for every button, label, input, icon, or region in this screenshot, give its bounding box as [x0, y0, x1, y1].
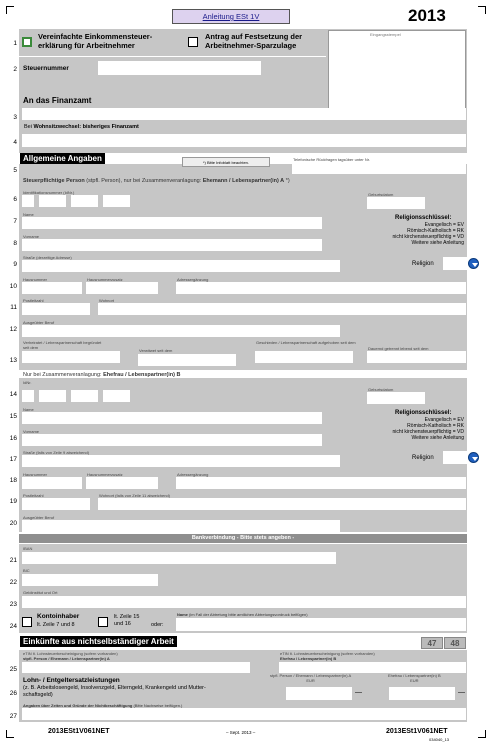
religion-b-keys — [330, 417, 464, 441]
vorname-input[interactable] — [22, 239, 322, 251]
angaben-label: Angaben über Zeiten und Gründe der Nichtbeschäftigung (Bitte Nachweise beifügen.) — [23, 703, 183, 708]
lohn-title: Lohn- / Entgeltersatzleistungen — [23, 677, 120, 684]
etin-a-sublabel: stpfl. Person / Ehemann / Lebenspartner(in) A — [23, 656, 110, 661]
hausnummerzusatz-label: Hausnummerzusatz — [87, 472, 123, 477]
bisheriges-finanzamt-input[interactable] — [22, 134, 466, 147]
idnr-segment[interactable] — [22, 390, 34, 402]
bic-input[interactable] — [22, 574, 158, 586]
dauernd-label: Dauernd getrennt lebend seit dem — [368, 346, 429, 351]
footer-date: – Sept. 2013 – — [226, 730, 256, 735]
infoblatt-hint: *) Bitte Infoblatt beachten. — [182, 157, 270, 167]
religion-a-dropdown-icon[interactable] — [468, 258, 479, 269]
line-number: 17 — [9, 456, 17, 463]
religion-a-label: Religion — [412, 261, 434, 267]
corner-mark-br — [478, 730, 486, 738]
checkbox-kontoinhaber-b[interactable] — [98, 617, 108, 627]
lohn-col-b: Ehefrau / Lebenspartner(in) B EUR — [388, 673, 441, 683]
plz-input[interactable] — [22, 498, 90, 510]
hausnummer-input[interactable] — [22, 477, 82, 489]
plz-label: Postleitzahl — [23, 493, 44, 498]
verheiratet-input[interactable] — [22, 351, 120, 363]
religion-b-dropdown-icon[interactable] — [468, 452, 479, 463]
line-number: 12 — [9, 326, 17, 333]
person-b-heading: Nur bei Zusammenveranlagung: Ehefrau / Lebenspartner(in) B — [23, 372, 181, 378]
line-number: 14 — [9, 391, 17, 398]
line-number: 19 — [9, 498, 17, 505]
allgemeine-angaben-heading: Allgemeine Angaben — [20, 153, 105, 164]
name-input[interactable] — [22, 217, 322, 229]
line-number: 16 — [9, 435, 17, 442]
dauernd-input[interactable] — [367, 351, 466, 363]
checkbox-kontoinhaber-a[interactable] — [22, 617, 32, 627]
adressergaenzung-input[interactable] — [176, 477, 466, 489]
telefon-label: Telefonische Rückfragen tagsüber unter Nr. — [293, 157, 370, 162]
stamp-box — [328, 30, 466, 117]
religion-keys — [330, 222, 464, 246]
wohnort-label: Wohnort (falls von Zeile 11 abweichend) — [99, 493, 170, 498]
beruf-label: Ausgeübter Beruf — [23, 515, 55, 520]
line-number: 2 — [13, 66, 17, 73]
footer-form-code: 034040_13 — [429, 737, 450, 742]
etin-a-input[interactable] — [22, 662, 250, 673]
footer-right-code: 2013ESt1V061NET — [386, 728, 448, 735]
line-number: 9 — [13, 261, 17, 268]
wohnort-input[interactable] — [98, 498, 466, 510]
adressergaenzung-label: Adressergänzung — [177, 472, 209, 477]
religion-a-select[interactable] — [443, 257, 467, 270]
idnr-segment[interactable] — [71, 390, 98, 402]
corner-mark-tl — [6, 6, 14, 14]
wechsel-label: Bei Wohnsitzwechsel: bisheriges Finanzamt — [24, 124, 139, 130]
bank-heading: Bankverbindung - Bitte stets angeben - — [19, 534, 467, 543]
line-number: 18 — [9, 477, 17, 484]
line-number: 20 — [9, 520, 17, 527]
lohn-b-input[interactable] — [389, 687, 455, 700]
hausnummer-label: Hausnummer — [23, 472, 48, 477]
lohn-a-input[interactable] — [286, 687, 352, 700]
idnr-label: Identifikationsnummer (IdNr.) — [23, 190, 75, 195]
line-number: 21 — [9, 557, 17, 564]
line-number: 6 — [13, 196, 17, 203]
hausnummerzusatz-input[interactable] — [86, 282, 158, 294]
line-number: 15 — [9, 413, 17, 420]
wohnort-input[interactable] — [98, 303, 466, 315]
instructions-link[interactable]: Anleitung ESt 1V — [172, 9, 290, 24]
hausnummerzusatz-input[interactable] — [86, 477, 158, 489]
strasse-label: Straße (derzeitige Adresse) — [23, 255, 72, 260]
checkbox-sparzulage[interactable] — [188, 37, 198, 47]
line-number: 13 — [9, 357, 17, 364]
religion-weitere: Weitere siehe Anleitung — [411, 240, 464, 246]
line-number: 25 — [9, 666, 17, 673]
geldinstitut-input[interactable] — [22, 596, 466, 608]
bic-label: BIC — [23, 568, 30, 573]
idnr-segment[interactable] — [103, 195, 130, 207]
option-vereinfachte: Vereinfachte Einkommensteuer- erklärung für Arbeitnehmer — [38, 32, 153, 50]
person-a-heading: Steuerpflichtige Person (stpfl. Person), nur bei Zusammenveranlagung: Ehemann / Lebenspartner(in) A *) — [23, 178, 290, 184]
telefon-input[interactable] — [292, 163, 466, 174]
etin-b-input[interactable] — [279, 662, 466, 673]
kontoinhaber-label: Kontoinhaber — [37, 613, 80, 620]
corner-mark-bl — [6, 730, 14, 738]
line-number: 8 — [13, 240, 17, 247]
religion-rk: Römisch-Katholisch = RK — [407, 228, 464, 234]
lohn-sub: (z. B. Arbeitslosengeld, Insolvenzgeld, Elterngeld, Krankengeld und Mutter- schaftsgeld) — [23, 685, 206, 698]
religion-b-vd: nicht kirchensteuerpflichtig = VD — [392, 429, 464, 435]
row1-separator — [19, 56, 326, 57]
line-number: 23 — [9, 601, 17, 608]
checkbox-vereinfachte[interactable] — [22, 37, 32, 47]
plz-label: Postleitzahl — [23, 298, 44, 303]
vorname-label: Vorname — [23, 429, 40, 434]
idnr-segment[interactable] — [39, 195, 66, 207]
line-number: 3 — [13, 114, 17, 121]
iban-input[interactable] — [22, 552, 336, 564]
etin-b-label: eTIN lt. Lohnsteuerbescheinigung (sofern vorhanden) — [280, 651, 375, 656]
line-number: 22 — [9, 579, 17, 586]
hausnummer-input[interactable] — [22, 282, 82, 294]
geburtsdatum-label: Geburtsdatum — [368, 387, 394, 392]
geschieden-input[interactable] — [255, 351, 353, 363]
finanzamt-title: An das Finanzamt — [23, 96, 92, 105]
name-label: Name — [23, 212, 34, 217]
footer-left-code: 2013ESt1V061NET — [48, 728, 110, 735]
name-input[interactable] — [22, 412, 322, 424]
strasse-input[interactable] — [22, 455, 340, 467]
verwitwet-input[interactable] — [138, 354, 236, 366]
idnr-segment[interactable] — [39, 390, 66, 402]
corner-mark-tr — [478, 6, 486, 14]
name-label: Name — [23, 407, 34, 412]
line-number: 1 — [13, 40, 17, 47]
angaben-input[interactable] — [22, 708, 466, 720]
steuernummer-label: Steuernummer — [23, 65, 69, 72]
kontoinhaber-name-input[interactable] — [176, 618, 466, 631]
geburtsdatum-input[interactable] — [367, 197, 425, 209]
beruf-input[interactable] — [22, 325, 340, 337]
kontoinhaber-name-label: Name (im Fall der Abtretung bitte amtlichen Abtretungsvordruck beifügen) — [177, 612, 308, 617]
lohn-b-dash: — — [458, 689, 465, 696]
religion-ev: Evangelisch = EV — [424, 222, 464, 228]
vorname-label: Vorname — [23, 234, 40, 239]
option-sparzulage: Antrag auf Festsetzung der Arbeitnehmer-Sparzulage — [205, 32, 303, 50]
geburtsdatum-label: Geburtsdatum — [368, 192, 394, 197]
religion-title: Religionsschlüssel: — [395, 215, 452, 221]
religion-vd: nicht kirchensteuerpflichtig = VD — [392, 234, 464, 240]
religion-b-label: Religion — [412, 455, 434, 461]
verwitwet-label: Verwitwet seit dem — [139, 348, 173, 353]
finanzamt-input[interactable] — [22, 108, 466, 120]
vorname-input[interactable] — [22, 434, 322, 446]
idnr-segment[interactable] — [22, 195, 34, 207]
kontoinhaber-b-label: lt. Zeile 15 und 16 — [114, 614, 140, 627]
line-number: 10 — [9, 283, 17, 290]
line-number: 4 — [13, 139, 17, 146]
line-number: 7 — [13, 218, 17, 225]
religion-b-select[interactable] — [443, 451, 467, 464]
lohn-col-a: stpfl. Person / Ehemann / Lebenspartner(in) A EUR — [270, 673, 352, 683]
beruf-label: Ausgeübter Beruf — [23, 320, 55, 325]
geldinstitut-label: Geldinstitut und Ort — [23, 590, 58, 595]
iban-label: IBAN — [23, 546, 33, 551]
form-year: 2013 — [408, 6, 446, 25]
oder-label: oder: — [151, 622, 164, 628]
geburtsdatum-input[interactable] — [367, 392, 425, 404]
lohn-a-dash: — — [355, 689, 362, 696]
plz-input[interactable] — [22, 303, 90, 315]
etin-a-label: eTIN lt. Lohnsteuerbescheinigung (sofern vorhanden) — [23, 651, 118, 656]
beruf-input[interactable] — [22, 520, 340, 532]
idnr-b-label: IdNr. — [23, 380, 32, 385]
geschieden-label: Geschieden / Lebenspartnerschaft aufgehoben seit dem — [256, 340, 356, 345]
line-number: 27 — [9, 713, 17, 720]
wohnort-label: Wohnort — [99, 298, 115, 303]
line-number: 11 — [10, 304, 17, 311]
hausnummer-label: Hausnummer — [23, 277, 48, 282]
etin-b-sublabel: Ehefrau / Lebenspartner(in) B — [280, 656, 337, 661]
religion-b-ev: Evangelisch = EV — [424, 417, 464, 423]
stamp-label: Eingangsstempel — [370, 32, 401, 37]
line-number: 24 — [9, 623, 17, 630]
adressergaenzung-label: Adressergänzung — [177, 277, 209, 282]
steuernummer-input[interactable] — [98, 61, 261, 75]
religion-b-rk: Römisch-Katholisch = RK — [407, 423, 464, 429]
strasse-input[interactable] — [22, 260, 340, 272]
verheiratet-label: Verheiratet / Lebenspartnerschaft begründet seit dem — [23, 340, 102, 350]
religion-b-title: Religionsschlüssel: — [395, 410, 452, 416]
hausnummerzusatz-label: Hausnummerzusatz — [87, 277, 123, 282]
idnr-segment[interactable] — [71, 195, 98, 207]
line-number: 5 — [13, 167, 17, 174]
religion-b-weitere: Weitere siehe Anleitung — [411, 435, 464, 441]
kontoinhaber-a-label: lt. Zeile 7 und 8 — [37, 622, 75, 628]
code-box-47: 47 — [421, 637, 443, 649]
einkuenfte-heading: Einkünfte aus nichtselbständiger Arbeit — [20, 636, 177, 647]
code-box-48: 48 — [444, 637, 466, 649]
strasse-label: Straße (falls von Zeile 9 abweichend) — [23, 450, 90, 455]
adressergaenzung-input[interactable] — [176, 282, 466, 294]
line-number: 26 — [9, 690, 17, 697]
idnr-segment[interactable] — [103, 390, 130, 402]
